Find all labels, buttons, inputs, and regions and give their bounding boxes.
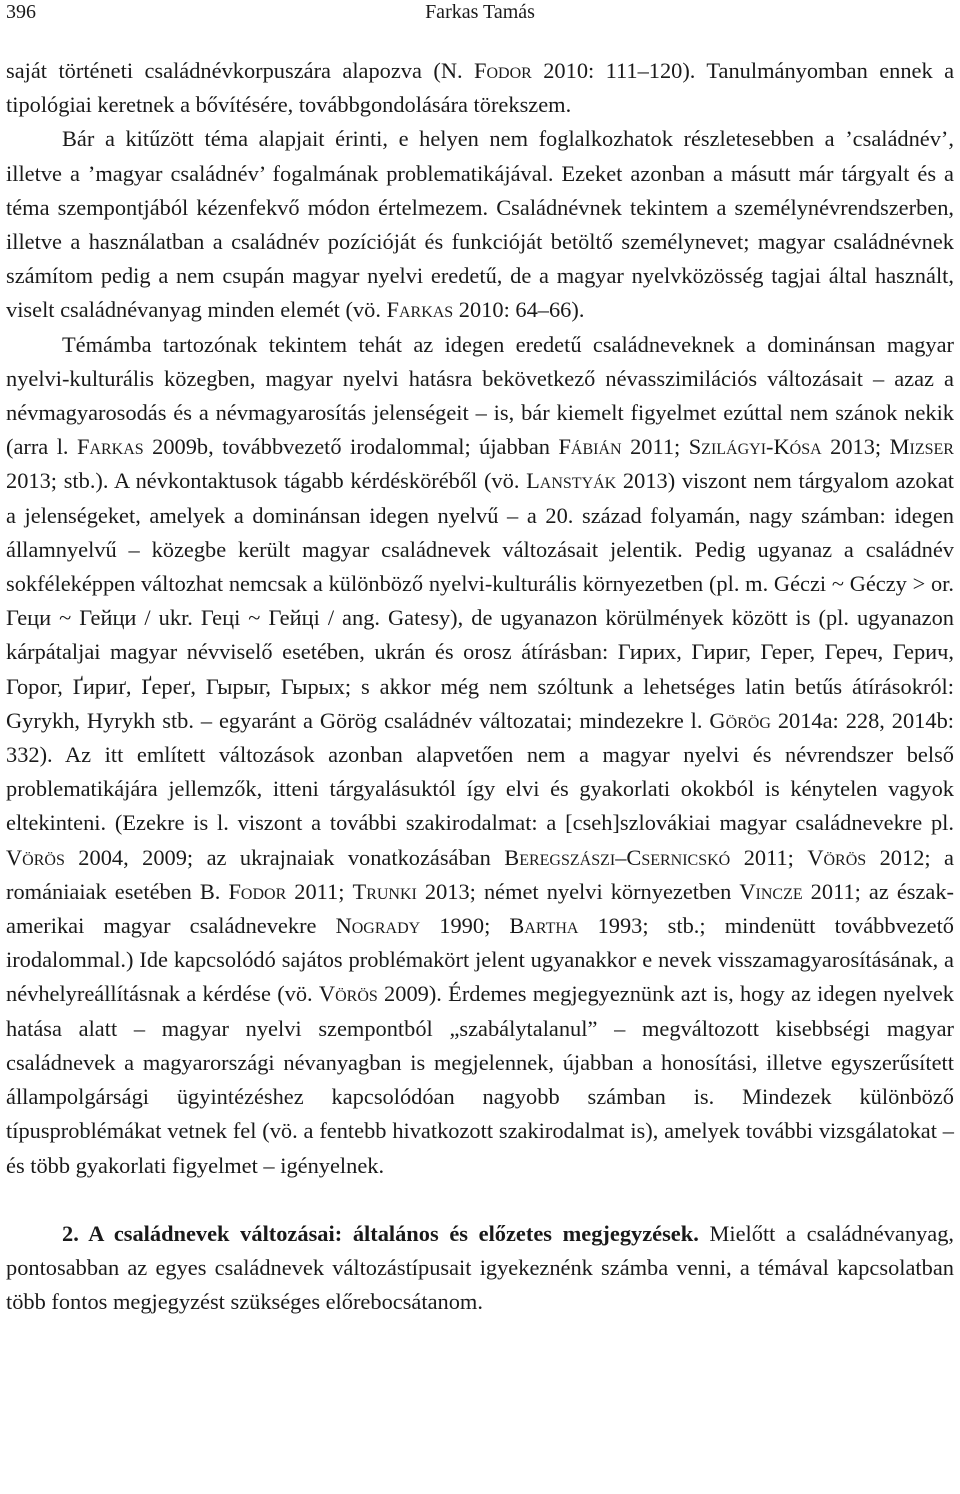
page-header: [6, 0, 954, 28]
page-number: 396: [6, 1, 36, 23]
paragraph-2: Bár a kitűzött téma alapjait érinti, e helyen nem foglalkozhatok részletesebben a ’családnév’, illetve a ’magyar családnév’ fogalmának problematikájával. Ezeket azonban a másutt már tárgyalt és a téma szempontjából kézenfekvő módon értelmezem. Családnévnek tekintem a személynévrendszerben, illetve a használatban a családnév pozícióját és funkcióját betöltő személynevet; magyar családnévnek számítom pedig a nem csupán magyar nyelvi eredetű, de a magyar nyelvközösség tagjai által használt, viselt családnévanyag minden elemét (vö. Farkas 2010: 64–66).: [6, 126, 954, 323]
paragraph-3: Témámba tartozónak tekintem tehát az idegen eredetű családneveknek a dominánsan magyar nyelvi-kulturális közegben, magyar nyelvi hatásra bekövetkező névasszimilációs változásait – azaz a névmagyarosodás és a névmagyarosítás jelenségeit – is, bár kiemelt figyelmet ezúttal nem szánok nekik (arra l. Farkas 2009b, továbbvezető irodalommal; újabban Fábián 2011; Szilágyi-Kósa 2013; Mizser 2013; stb.). A névkontaktusok tágabb kérdésköréből (vö. Lanstyák 2013) viszont nem tárgyalom azokat a jelenségeket, amelyek a dominánsan idegen nyelvű – a 20. század folyamán, nagy számban: idegen államnyelvű – közegbe került magyar családnevek változásait jelentik. Pedig ugyanaz a családnév sokféleképpen változhat nemcsak a különböző nyelvi-kulturális környezetben (pl. m. Géczi ~ Géczy > or. Геци ~ Гейци / ukr. Геці ~ Гейці / ang. Gatesy), de ugyanazon körülmények között is (pl. ugyanazon kárpátaljai magyar névviselő esetében, ukrán és orosz átírásban: Гирих, Гириг, Герег, Гереч, Герич, Горог, Ґириґ, Ґереґ, Гырыг, Гырых; s akkor még nem szóltunk a lehetséges latin betűs átírásokról: Gyrykh, Hyrykh stb. – egyaránt a Görög családnév változatai; mindezekre l. Görög 2014a: 228, 2014b: 332). Az itt említett változások azonban alapvetően nem a magyar nyelvi és névrendszer belső problematikájára jellemzők, itteni tárgyalásuktól így elvi és gyakorlati okokból is kénytelen vagyok eltekinteni. (Ezekre is l. viszont a további szakirodalmat: a [cseh]szlovákiai magyar családnevekre pl. Vörös 2004, 2009; az ukrajnaiak vonatkozásában Beregszászi–Csernicskó 2011; Vörös 2012; a romániaiak esetében B. Fodor 2011; Trunki 2013; német nyelvi környezetben Vincze 2011; az észak-amerikai magyar családnevekre Nogrady 1990; Bartha 1993; stb.; mindenütt továbbvezető irodalommal.) Ide kapcsolódó sajátos problémakört jelent ugyanakkor e nevek visszamagyarosításának, a névhelyreállításnak a kérdése (vö. Vörös 2009). Érdemes megjegyeznünk azt is, hogy az idegen nyelvek hatása alatt – magyar nyelvi szempontból „szabálytalanul” – megváltozott kisebbségi magyar családnevek a magyarországi névanyagban is megjelennek, újabban a honosítási, illetve egyszerűsített állampolgársági ügyintézéshez kapcsolódóan nagyobb számban is. Mindezek különböző típusproblémákat vetnek fel (vö. a fentebb hivatkozott szakirodalmat is), amelyek további vizsgálatokat – és több gyakorlati figyelmet – igényelnek.: [6, 331, 954, 1178]
section-2-paragraph: 2. A családnevek változásai: általános és előzetes megjegyzések. Mielőtt a családnévanyag, pontosabban az egyes családnevek változástípusait igyekeznénk számba venni, a témával kapcsolatban több fontos megjegyzést szükséges előrebocsátanom.: [6, 1220, 954, 1315]
paragraph-1: saját történeti családnévkorpuszára alapozva (N. Fodor 2010: 111–120). Tanulmányomban ennek a tipológiai keretnek a bővítésére, továbbgondolására törekszem.: [6, 58, 955, 118]
running-head: Farkas Tamás: [425, 1, 535, 23]
body-text: [6, 54, 954, 1319]
